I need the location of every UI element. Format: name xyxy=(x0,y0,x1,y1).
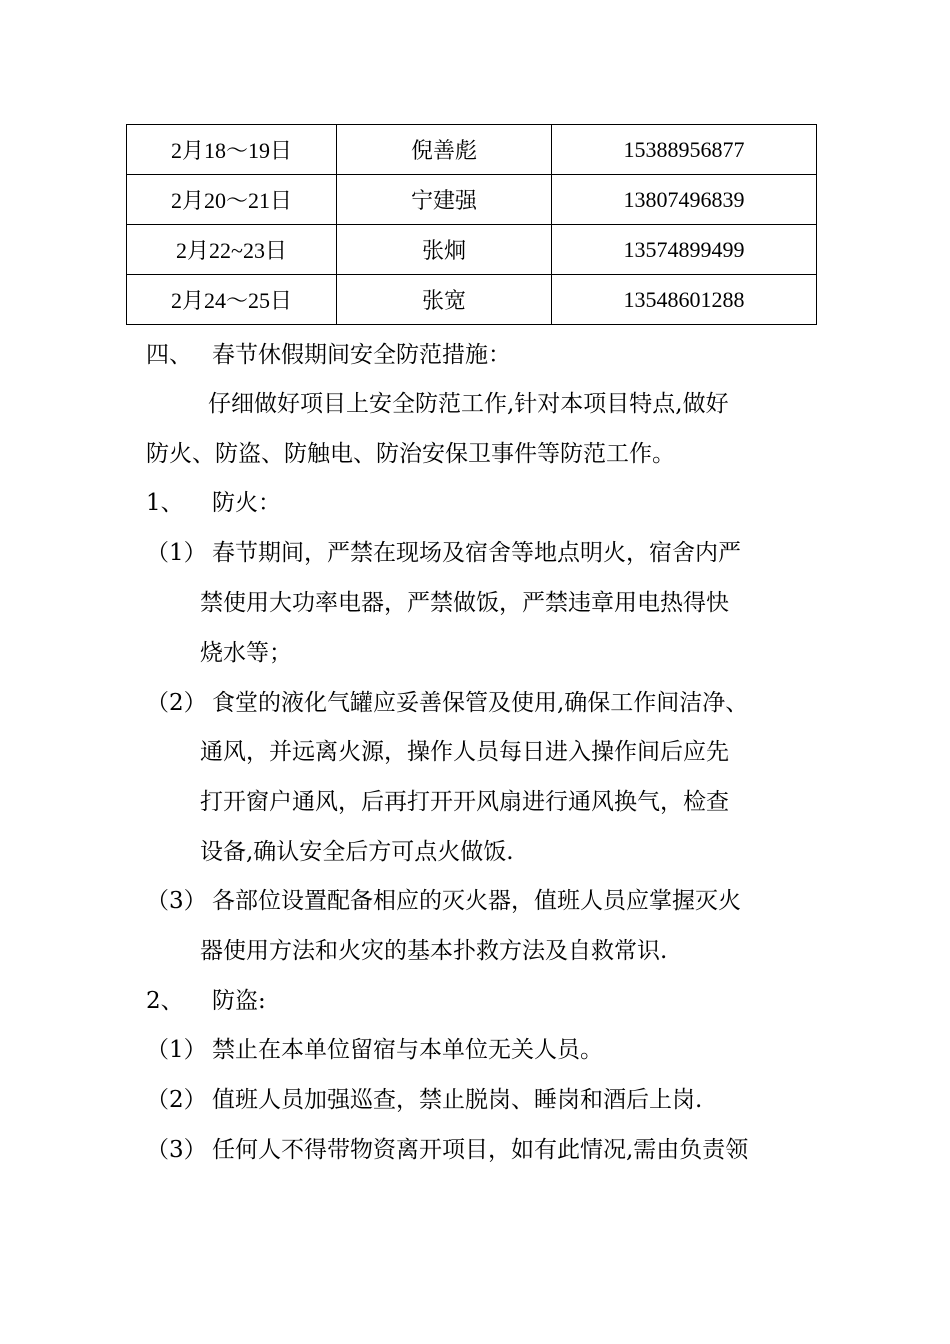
table-row xyxy=(127,175,817,225)
duty-phone: 15388956877 xyxy=(552,125,817,175)
item-text: 值班人员加强巡查，禁止脱岗、睡岗和酒后上岗. xyxy=(212,1087,703,1113)
table-row xyxy=(127,125,817,175)
subsection-title: 防盗: xyxy=(212,988,266,1014)
item-number: （1） xyxy=(146,540,207,566)
item-text: 烧水等； xyxy=(200,640,292,666)
duty-date: 2月22~23日 xyxy=(127,225,337,275)
item-number: （2） xyxy=(146,690,207,716)
item-text: 春节期间，严禁在现场及宿舍等地点明火，宿舍内严 xyxy=(212,540,741,566)
duty-phone: 13548601288 xyxy=(552,275,817,325)
duty-phone: 13807496839 xyxy=(552,175,817,225)
duty-person: 倪善彪 xyxy=(337,125,552,175)
item-number: （1） xyxy=(146,1037,207,1063)
item-text: 通风，并远离火源，操作人员每日进入操作间后应先 xyxy=(200,739,729,765)
item-text: 任何人不得带物资离开项目，如有此情况,需由负责领 xyxy=(212,1137,749,1163)
item-text: 打开窗户通风，后再打开开风扇进行通风换气，检查 xyxy=(200,789,729,815)
item-text: 禁使用大功率电器，严禁做饭，严禁违章用电热得快 xyxy=(200,590,729,616)
item-text: 器使用方法和火灾的基本扑救方法及自救常识. xyxy=(200,938,668,964)
subsection-title: 防火： xyxy=(212,490,281,516)
item-text: 各部位设置配备相应的灭火器，值班人员应掌握灭火 xyxy=(212,888,741,914)
duty-person: 张炯 xyxy=(337,225,552,275)
duty-date: 2月18～19日 xyxy=(127,125,337,175)
duty-person: 宁建强 xyxy=(337,175,552,225)
section-number: 四、 xyxy=(146,342,192,368)
duty-roster-table xyxy=(126,124,817,325)
item-number: （3） xyxy=(146,1137,207,1163)
item-number: （2） xyxy=(146,1087,207,1113)
duty-person: 张宽 xyxy=(337,275,552,325)
paragraph-line: 防火、防盗、防触电、防治安保卫事件等防范工作。 xyxy=(146,441,675,467)
item-number: （3） xyxy=(146,888,207,914)
subsection-number: 2、 xyxy=(146,988,184,1014)
duty-date: 2月20～21日 xyxy=(127,175,337,225)
duty-date: 2月24～25日 xyxy=(127,275,337,325)
table-row xyxy=(127,225,817,275)
section-title: 春节休假期间安全防范措施： xyxy=(212,342,511,368)
item-text: 食堂的液化气罐应妥善保管及使用,确保工作间洁净、 xyxy=(212,690,749,716)
subsection-number: 1、 xyxy=(146,490,184,516)
table-row xyxy=(127,275,817,325)
item-text: 设备,确认安全后方可点火做饭. xyxy=(200,839,514,865)
paragraph-line: 仔细做好项目上安全防范工作,针对本项目特点,做好 xyxy=(208,391,729,417)
duty-phone: 13574899499 xyxy=(552,225,817,275)
item-text: 禁止在本单位留宿与本单位无关人员。 xyxy=(212,1037,603,1063)
